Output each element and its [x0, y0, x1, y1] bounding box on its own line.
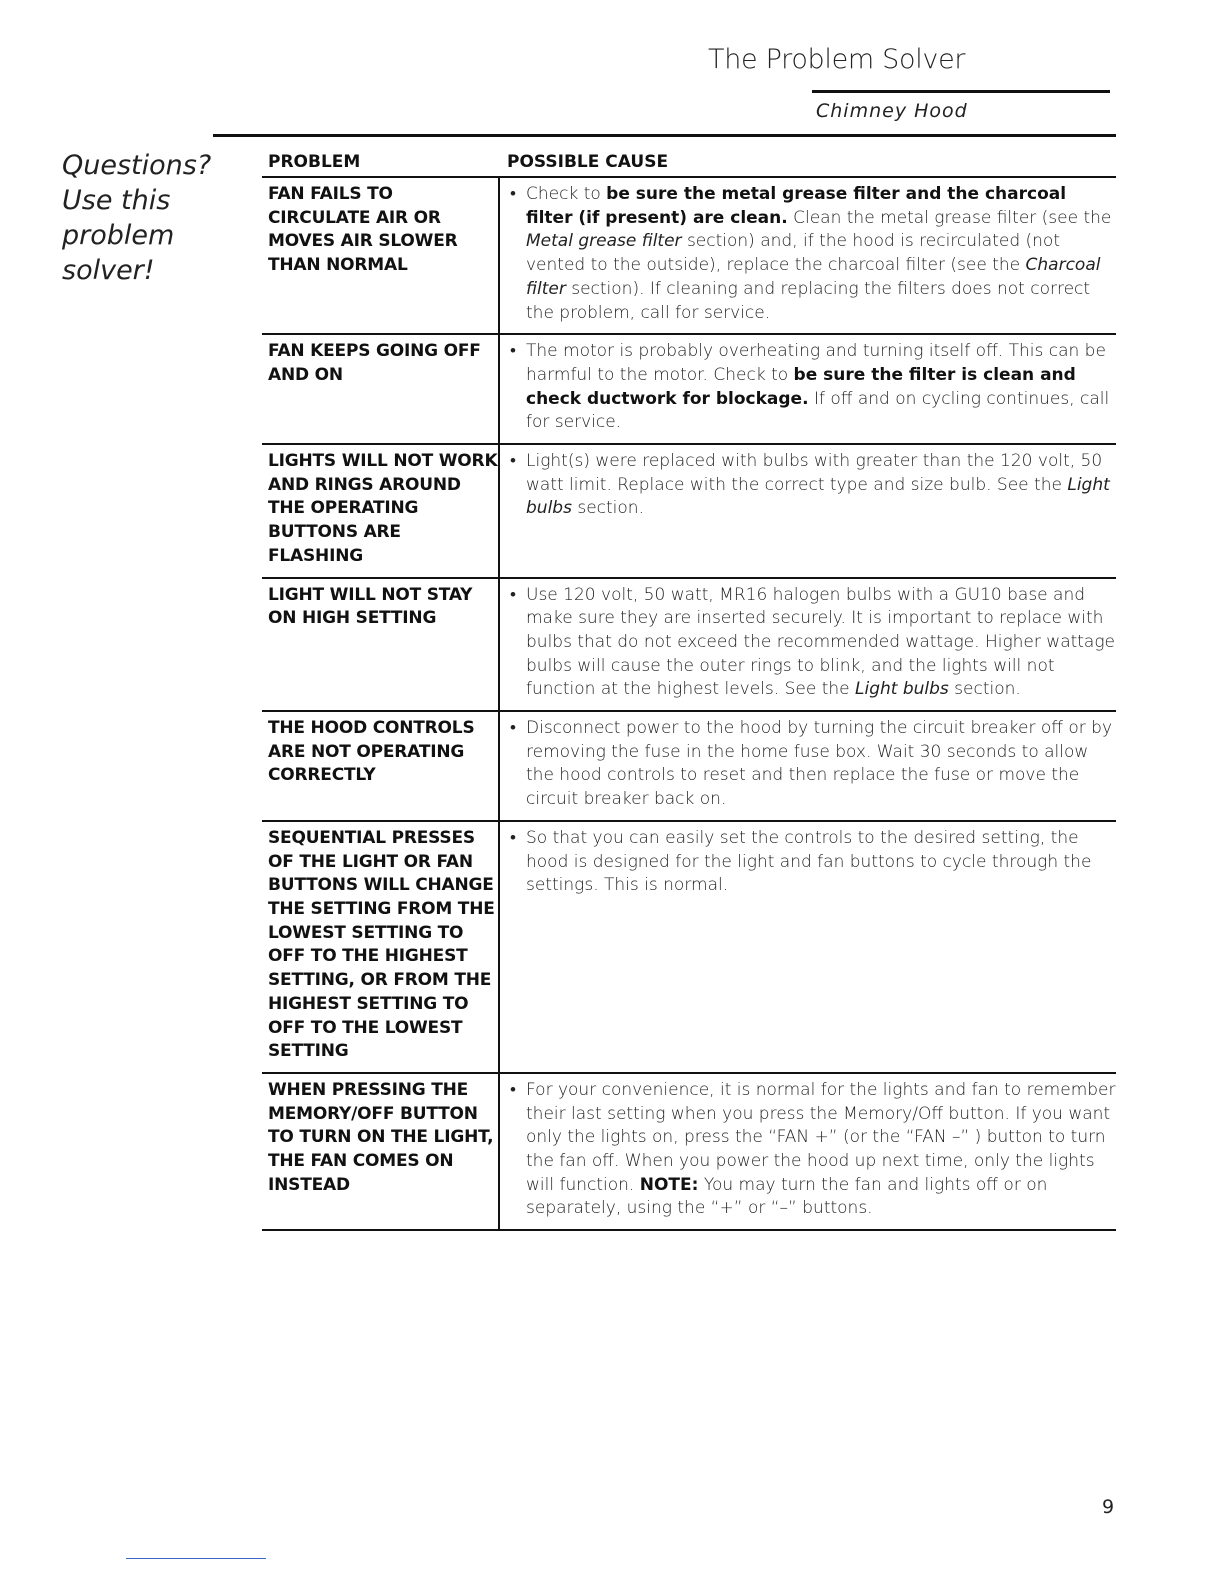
table-row: [262, 1073, 1116, 1230]
cause-cell: [499, 444, 1116, 578]
cause-segment: section.: [571, 498, 644, 519]
section-reference: Light bulbs: [855, 679, 949, 700]
footer-link-line: [126, 1558, 266, 1559]
table-row: [262, 578, 1116, 712]
cause-cell: [499, 711, 1116, 821]
cause-segment: Disconnect power to the hood by turning the circuit breaker off or by removing the fuse in the home fuse box. Wait 30 seconds to allow the hood controls to reset and then replace the fuse or move the circuit breaker back on.: [526, 718, 1113, 810]
cause-segment: Clean the metal grease filter (see the: [787, 207, 1112, 228]
bullet-icon: •: [510, 184, 516, 204]
bullet-icon: •: [510, 827, 516, 848]
page-title: The Problem Solver: [708, 44, 966, 75]
emphasis-text: be sure the metal grease filter and the charcoal filter (if present) are clean.: [526, 184, 1067, 228]
problem-cell: THE HOOD CONTROLS ARE NOT OPERATING CORRECTLY: [262, 711, 499, 821]
cause-cell: [499, 334, 1116, 444]
cause-segment: For your convenience, it is normal for the lights and fan to remember their last setting when you press the Memory/Off button. If you want only the lights on, press the “FAN +” (or the “FAN –” ) button to turn the fan off. When you power the hood up next time, only the lights will function.: [526, 1079, 1116, 1195]
cause-text: [526, 827, 1116, 898]
cause-segment: You may turn the fan and lights off or on separately, using the “+” or “–” buttons.: [526, 1174, 1048, 1219]
column-header-problem: PROBLEM: [262, 150, 499, 177]
section-subtitle: Chimney Hood: [816, 100, 968, 122]
problem-cell: WHEN PRESSING THE MEMORY/OFF BUTTON TO TURN ON THE LIGHT, THE FAN COMES ON INSTEAD: [262, 1073, 499, 1230]
cause-segment: Check to: [526, 184, 607, 204]
cause-segment: section). If cleaning and replacing the filters does not correct the problem, call for service.: [526, 278, 1091, 323]
sidebar-line: Use this: [62, 185, 171, 216]
bullet-icon: •: [510, 341, 516, 362]
cause-segment: If off and on cycling continues, call for service.: [526, 388, 1110, 433]
table-row: [262, 177, 1116, 334]
problem-cell: FAN FAILS TO CIRCULATE AIR OR MOVES AIR SLOWER THAN NORMAL: [262, 177, 499, 334]
cause-text: [526, 717, 1116, 812]
section-reference: Charcoal filter: [526, 255, 1101, 299]
table-row: [262, 444, 1116, 578]
sidebar-line: solver!: [62, 255, 155, 286]
bullet-icon: •: [510, 584, 516, 605]
cause-segment: section.: [948, 679, 1021, 700]
problem-solver-table: [262, 150, 1116, 1231]
cause-cell: [499, 177, 1116, 334]
cause-segment: section) and, if the hood is recirculated (not vented to the outside), replace the charcoal filter (see the: [526, 231, 1060, 276]
title-rule: [812, 90, 1110, 93]
page-number: 9: [1102, 1496, 1115, 1518]
problem-cell: FAN KEEPS GOING OFF AND ON: [262, 334, 499, 444]
problem-cell: SEQUENTIAL PRESSES OF THE LIGHT OR FAN BUTTONS WILL CHANGE THE SETTING FROM THE LOWEST SETTING TO OFF TO THE HIGHEST SETTING, OR FROM THE HIGHEST SETTING TO OFF TO THE LOWEST SETTING: [262, 821, 499, 1073]
section-reference: Metal grease filter: [526, 231, 682, 252]
cause-text: [526, 584, 1116, 703]
emphasis-text: be sure the filter is clean and check ductwork for blockage.: [526, 364, 1076, 409]
problem-cell: LIGHT WILL NOT STAY ON HIGH SETTING: [262, 578, 499, 712]
cause-segment: Use 120 volt, 50 watt, MR16 halogen bulbs with a GU10 base and make sure they are inserted securely. It is important to replace with bulbs that do not exceed the recommended wattage. Higher wattage bulbs will cause the outer rings to blink, and the lights will not function at the highest levels. See the: [526, 584, 1116, 700]
emphasis-text: NOTE:: [639, 1174, 699, 1195]
cause-segment: Light(s) were replaced with bulbs with greater than the 120 volt, 50 watt limit. Replace with the correct type and size bulb. See the: [526, 451, 1103, 495]
bullet-icon: •: [510, 451, 516, 472]
cause-cell: [499, 1073, 1116, 1230]
cause-segment: The motor is probably overheating and turning itself off. This can be harmful to the motor. Check to: [526, 341, 1106, 385]
problem-cell: LIGHTS WILL NOT WORK AND RINGS AROUND THE OPERATING BUTTONS ARE FLASHING: [262, 444, 499, 578]
sidebar-line: problem: [62, 220, 175, 251]
column-header-cause: POSSIBLE CAUSE: [499, 150, 1116, 177]
bullet-icon: •: [510, 718, 516, 739]
cause-text: [526, 340, 1116, 435]
cause-text: [526, 183, 1116, 325]
bullet-icon: •: [510, 1079, 516, 1100]
sidebar-line: Questions?: [62, 150, 212, 181]
cause-cell: [499, 821, 1116, 1073]
sidebar-callout: [62, 148, 212, 288]
table-row: [262, 711, 1116, 821]
cause-text: [526, 450, 1116, 521]
header-divider: [213, 134, 1116, 137]
cause-text: [526, 1079, 1116, 1221]
section-reference: Light bulbs: [526, 474, 1110, 519]
table-header-row: [262, 150, 1116, 177]
table-row: [262, 821, 1116, 1073]
table-row: [262, 334, 1116, 444]
cause-cell: [499, 578, 1116, 712]
cause-segment: So that you can easily set the controls to the desired setting, the hood is designed for the light and fan buttons to cycle through the settings. This is normal.: [526, 827, 1092, 896]
